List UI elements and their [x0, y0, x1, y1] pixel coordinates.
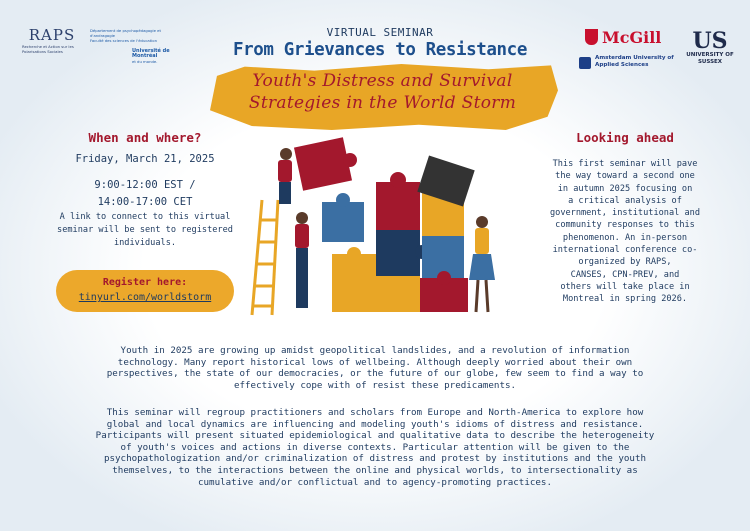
event-date: Friday, March 21, 2025 [75, 153, 215, 165]
puzzle-pieces [294, 137, 475, 312]
ahead-line: others will take place in [560, 281, 690, 292]
subtitle-line-2: Strategies in the World Storm [248, 93, 517, 113]
ladder-icon [252, 200, 278, 315]
ahead-line: This first seminar will pave [552, 159, 698, 169]
paragraph-line: Youth in 2025 are growing up amidst geopolitical landslides, and a revolution of information [120, 345, 630, 356]
link-note-3: individuals. [113, 238, 177, 248]
sussex-mark: US [692, 28, 728, 54]
raps-logo-mark: RAPS [28, 26, 76, 44]
event-time-cet: 14:00-17:00 CET [97, 196, 193, 208]
ahead-line: Montreal in spring 2026. [562, 294, 688, 305]
mcgill-logo [585, 28, 670, 48]
link-note-1: A link to connect to this virtual [59, 212, 231, 222]
udem-tagline: et du monde. [132, 59, 158, 64]
sussex-logo [680, 30, 740, 66]
raps-logo [22, 26, 82, 54]
auas-name: Amsterdam University of Applied Sciences [595, 55, 674, 68]
link-note-2: seminar will be sent to registered [57, 225, 233, 235]
paragraph-line: perspectives, the state of our democracies, or the future of our globe, few seem to find a way to [106, 368, 644, 380]
ahead-line: international conference co- [552, 245, 698, 256]
paragraph-line: Participants will present situated epidemiological and qualitative data to describe the heterogeneity [95, 430, 655, 442]
mcgill-name: McGill [602, 28, 662, 47]
person-right-icon [469, 216, 495, 312]
register-link[interactable]: tinyurl.com/worldstorm [78, 292, 212, 303]
person-standing-icon [295, 212, 309, 308]
ahead-line: phenomenon. An in-person [562, 232, 688, 243]
paragraph-line: technology. Many report historical lows of wellbeing. Although deeply worried about their own [117, 356, 633, 368]
paragraph-line: effectively cope with of resist these predicaments. [233, 379, 517, 391]
udem-university: Université de Montréal [132, 48, 170, 59]
ahead-line: the way toward a second one [555, 171, 695, 182]
sussex-name: UNIVERSITY OF SUSSEX [686, 52, 734, 65]
ahead-line: community responses to this [555, 220, 695, 231]
paragraph-line: cumulative and/or conflictual and to agency-promoting practices. [197, 476, 552, 488]
paragraph-line: psychopathologization and/or criminalization of distress and protest by institutions and the youth [103, 453, 647, 465]
paragraph-line: of youth's voices and actions in diverse contexts. Particular attention will be given to the [120, 441, 630, 453]
paragraph-line: global and local dynamics are influencing and modeling youth's idioms of distress and resistance. [106, 418, 644, 430]
person-on-ladder-icon [278, 148, 292, 204]
paragraph-line: This seminar will regroup practitioners and scholars from Europe and North-America to explore how [106, 407, 644, 418]
page-subtitle [215, 70, 550, 114]
mcgill-shield-icon [585, 29, 598, 45]
event-time-est: 9:00-12:00 EST / [94, 179, 196, 191]
when-section [50, 130, 240, 250]
udem-logo [90, 28, 185, 64]
paragraph-line: themselves, to the interactions between the online and physical worlds, to intersectionality as [112, 464, 638, 476]
ahead-line: organized by RAPS, [578, 257, 672, 268]
ahead-line: in autumn 2025 focusing on [557, 183, 693, 194]
ahead-line: government, institutional and [549, 208, 701, 219]
seminar-paragraph [60, 407, 690, 488]
auas-square-icon [579, 57, 591, 69]
udem-faculty: Faculté des sciences de l'éducation [90, 38, 158, 43]
intro-paragraph [60, 345, 690, 391]
seminar-kicker: VIRTUAL SEMINAR [326, 26, 434, 39]
register-button[interactable] [56, 270, 234, 312]
looking-ahead-section [535, 130, 715, 306]
page-title: From Grievances to Resistance [233, 40, 527, 60]
subtitle-line-1: Youth's Distress and Survival [252, 71, 513, 91]
ahead-line: a critical analysis of [568, 195, 682, 206]
when-heading: When and where? [88, 130, 202, 145]
puzzle-illustration [250, 130, 520, 330]
ahead-line: CANSES, CPN-PREV, and [570, 269, 680, 280]
looking-ahead-heading: Looking ahead [576, 130, 674, 145]
udem-dept: Département de psychopédagogie et d'andragogie [90, 28, 161, 38]
raps-logo-subtitle: Recherche et Action sur les Polarisations Sociales [22, 44, 74, 54]
register-label: Register here: [102, 277, 188, 288]
